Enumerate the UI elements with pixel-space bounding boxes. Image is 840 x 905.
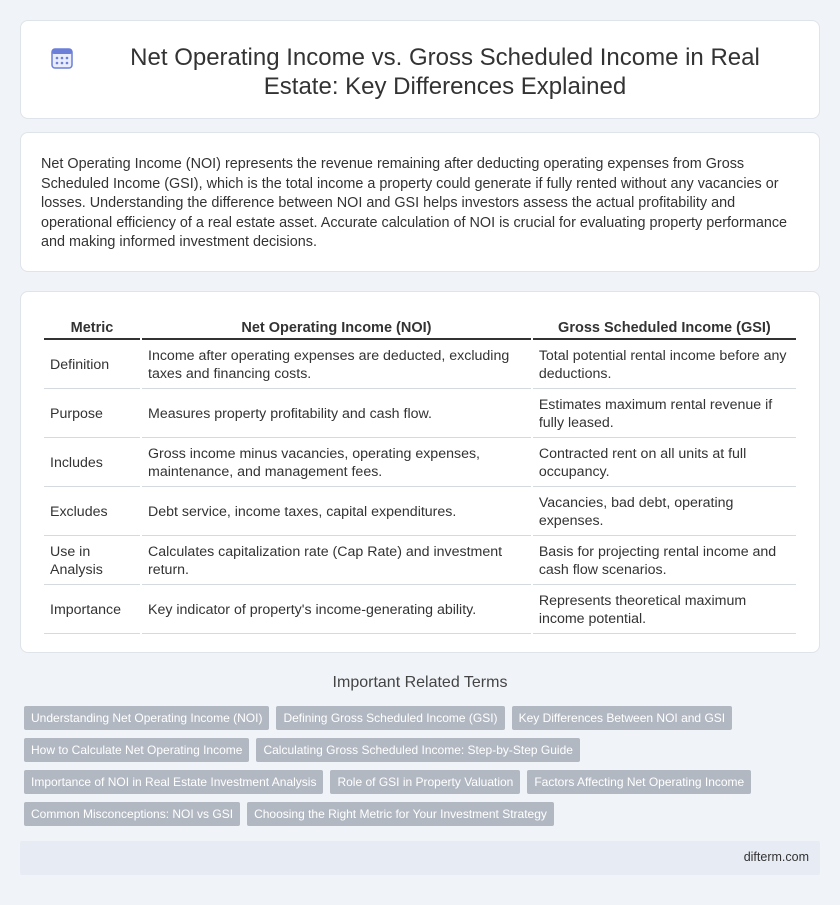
related-term-tag[interactable]: Choosing the Right Metric for Your Investment Strategy <box>247 802 554 826</box>
title-card <box>20 20 820 119</box>
gsi-cell: Total potential rental income before any deductions. <box>533 342 796 389</box>
related-term-tag[interactable]: Key Differences Between NOI and GSI <box>512 706 733 730</box>
column-header-gsi: Gross Scheduled Income (GSI) <box>533 316 796 340</box>
related-terms-list <box>24 706 820 834</box>
noi-cell: Measures property profitability and cash flow. <box>142 391 531 438</box>
column-header-noi: Net Operating Income (NOI) <box>142 316 531 340</box>
footer <box>20 841 820 875</box>
table-header-row <box>44 316 796 340</box>
metric-cell: Purpose <box>44 391 140 438</box>
intro-paragraph: Net Operating Income (NOI) represents the revenue remaining after deducting operating expenses from Gross Scheduled Income (GSI), which is the total income a property could generate if fully rented without any vacancies or losses. Understanding the difference between NOI and GSI helps investors assess the actual profitability and operational efficiency of a real estate asset. Accurate calculation of NOI is crucial for evaluating property performance and making informed investment decisions. <box>41 156 788 250</box>
related-term-tag[interactable]: Calculating Gross Scheduled Income: Step-by-Step Guide <box>256 738 580 762</box>
gsi-cell: Represents theoretical maximum income potential. <box>533 587 796 634</box>
noi-cell: Key indicator of property's income-generating ability. <box>142 587 531 634</box>
tag-row <box>24 802 820 826</box>
related-term-tag[interactable]: Understanding Net Operating Income (NOI) <box>24 706 269 730</box>
comparison-table <box>42 314 798 636</box>
related-term-tag[interactable]: Role of GSI in Property Valuation <box>330 770 520 794</box>
related-term-tag[interactable]: Defining Gross Scheduled Income (GSI) <box>276 706 504 730</box>
related-term-tag[interactable]: Factors Affecting Net Operating Income <box>527 770 751 794</box>
intro-card <box>20 132 820 272</box>
metric-cell: Importance <box>44 587 140 634</box>
related-term-tag[interactable]: Common Misconceptions: NOI vs GSI <box>24 802 240 826</box>
noi-cell: Gross income minus vacancies, operating expenses, maintenance, and management fees. <box>142 440 531 487</box>
gsi-cell: Contracted rent on all units at full occupancy. <box>533 440 796 487</box>
table-row <box>44 440 796 487</box>
metric-cell: Definition <box>44 342 140 389</box>
tag-row <box>24 770 820 794</box>
page-title: Net Operating Income vs. Gross Scheduled Income in Real Estate: Key Differences Explained <box>130 44 760 100</box>
table-row <box>44 587 796 634</box>
column-header-metric: Metric <box>44 316 140 340</box>
table-row <box>44 489 796 536</box>
tag-row <box>24 738 820 762</box>
footer-site-link[interactable]: difterm.com <box>743 850 809 864</box>
metric-cell: Excludes <box>44 489 140 536</box>
noi-cell: Debt service, income taxes, capital expenditures. <box>142 489 531 536</box>
noi-cell: Calculates capitalization rate (Cap Rate) and investment return. <box>142 538 531 585</box>
table-row <box>44 538 796 585</box>
metric-cell: Use in Analysis <box>44 538 140 585</box>
related-term-tag[interactable]: How to Calculate Net Operating Income <box>24 738 249 762</box>
related-terms-heading: Important Related Terms <box>332 674 508 691</box>
table-row <box>44 342 796 389</box>
tag-row <box>24 706 820 730</box>
gsi-cell: Basis for projecting rental income and cash flow scenarios. <box>533 538 796 585</box>
metric-cell: Includes <box>44 440 140 487</box>
gsi-cell: Estimates maximum rental revenue if fully leased. <box>533 391 796 438</box>
related-term-tag[interactable]: Importance of NOI in Real Estate Investment Analysis <box>24 770 323 794</box>
comparison-card <box>20 291 820 653</box>
gsi-cell: Vacancies, bad debt, operating expenses. <box>533 489 796 536</box>
table-row <box>44 391 796 438</box>
noi-cell: Income after operating expenses are deducted, excluding taxes and financing costs. <box>142 342 531 389</box>
